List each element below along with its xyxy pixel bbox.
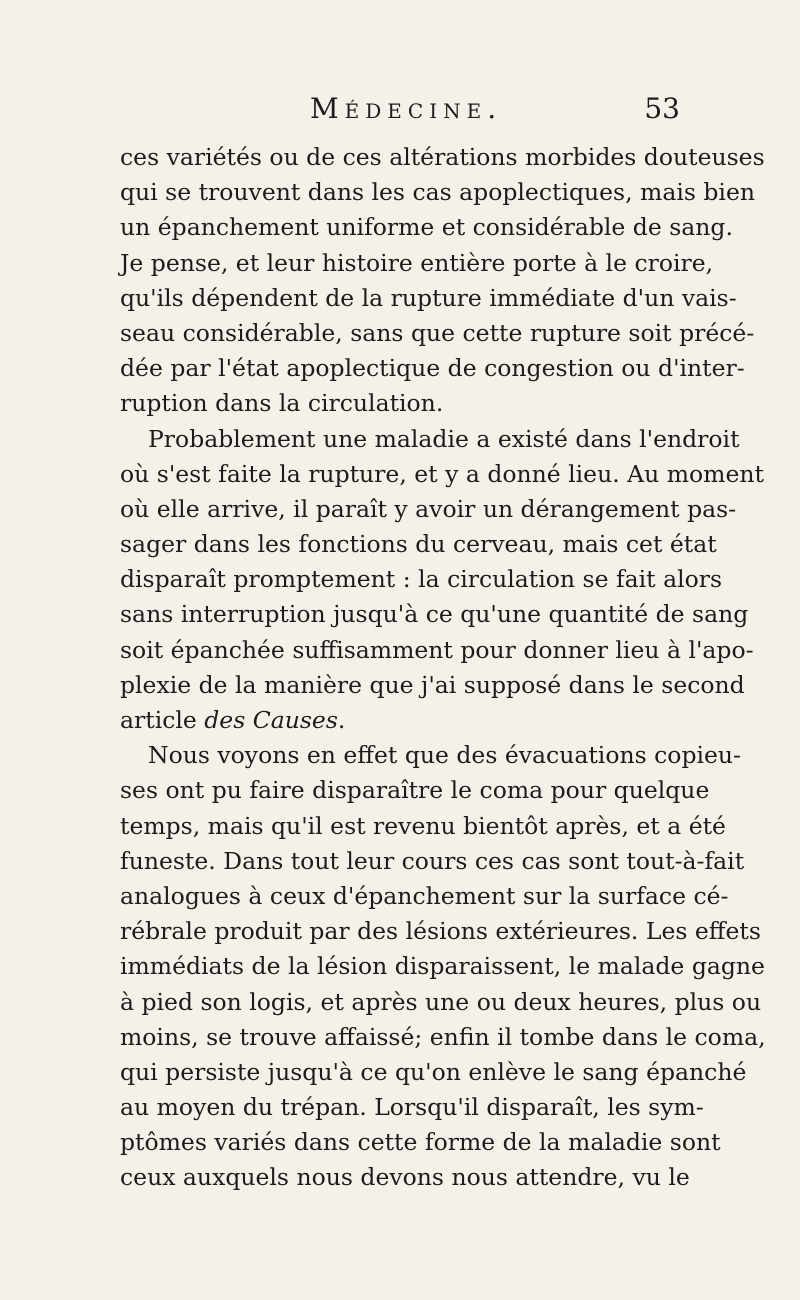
page-number: 53 bbox=[644, 92, 680, 125]
text-line: sager dans les fonctions du cerveau, mais cet état bbox=[120, 530, 717, 559]
text-line: immédiats de la lésion disparaissent, le malade gagne bbox=[120, 952, 765, 981]
text-line: Je pense, et leur histoire entière porte à le croire, bbox=[120, 248, 714, 277]
text-line: sans interruption jusqu'à ce qu'une quantité de sang bbox=[120, 600, 749, 629]
text-line: ses ont pu faire disparaître le coma pour quelque bbox=[120, 776, 710, 805]
text-line: Probablement une maladie a existé dans l'endroit bbox=[148, 424, 740, 453]
text-line: soit épanchée suffisamment pour donner lieu à l'apo- bbox=[120, 635, 754, 664]
text-line: ruption dans la circulation. bbox=[120, 389, 444, 418]
text-line: ces variétés ou de ces altérations morbides douteuses bbox=[120, 143, 765, 171]
text-line: funeste. Dans tout leur cours ces cas sont tout-à-fait bbox=[120, 846, 745, 875]
text-line: ptômes variés dans cette forme de la maladie sont bbox=[120, 1128, 721, 1157]
text-line: où elle arrive, il paraît y avoir un dérangement pas- bbox=[120, 494, 737, 523]
text-line: qu'ils dépendent de la rupture immédiate d'un vais- bbox=[120, 283, 737, 312]
text-line: au moyen du trépan. Lorsqu'il disparaît, les sym- bbox=[120, 1093, 704, 1122]
text-line bbox=[120, 703, 682, 738]
text-line: qui persiste jusqu'à ce qu'on enlève le sang épanché bbox=[120, 1057, 747, 1086]
text-line: rébrale produit par des lésions extérieures. Les effets bbox=[120, 917, 761, 946]
text-fragment: . bbox=[337, 706, 346, 734]
text-line: moins, se trouve affaissé; enfin il tombe dans le coma, bbox=[120, 1022, 766, 1051]
text-line: Nous voyons en effet que des évacuations copieu- bbox=[148, 741, 741, 770]
text-fragment: article bbox=[120, 706, 205, 734]
text-line: disparaît promptement : la circulation se fait alors bbox=[120, 565, 723, 594]
text-line: analogues à ceux d'épanchement sur la surface cé- bbox=[120, 881, 729, 910]
body-text bbox=[120, 140, 766, 1196]
text-line: un épanchement uniforme et considérable de sang. bbox=[120, 213, 733, 242]
italic-title: des Causes bbox=[204, 706, 338, 734]
text-line: dée par l'état apoplectique de congestion ou d'inter- bbox=[120, 354, 745, 383]
text-line: qui se trouvent dans les cas apoplectiques, mais bien bbox=[120, 178, 755, 207]
page-header bbox=[120, 92, 680, 132]
text-line: plexie de la manière que j'ai supposé dans le second bbox=[120, 670, 745, 699]
text-line: seau considérable, sans que cette rupture soit précé- bbox=[120, 318, 755, 347]
text-line: temps, mais qu'il est revenu bientôt après, et a été bbox=[120, 811, 726, 840]
text-line: à pied son logis, et après une ou deux heures, plus ou bbox=[120, 987, 762, 1016]
text-line: ceux auxquels nous devons nous attendre, vu le bbox=[120, 1163, 690, 1192]
text-line: où s'est faite la rupture, et y a donné lieu. Au moment bbox=[120, 459, 764, 488]
running-title: Médecine. bbox=[310, 92, 503, 125]
